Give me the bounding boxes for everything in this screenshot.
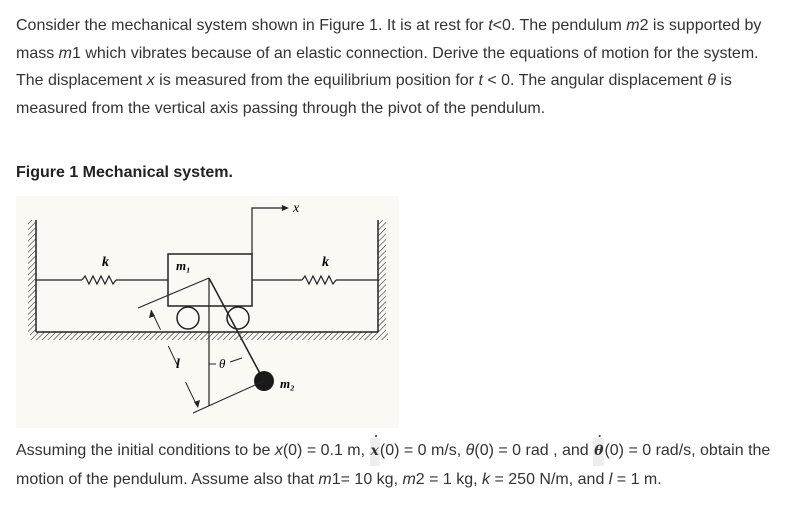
svg-text:k: k bbox=[102, 255, 109, 270]
svg-text:m₂: m₂ bbox=[280, 376, 295, 391]
left-wall-hatch bbox=[28, 220, 36, 332]
figure-caption: Figure 1 Mechanical system. bbox=[16, 164, 233, 181]
var-t: t bbox=[478, 72, 483, 89]
var-x: x bbox=[274, 442, 283, 459]
text: Consider the mechanical system shown in Figure 1. It is at rest for bbox=[16, 17, 489, 34]
var-theta: θ bbox=[465, 442, 475, 459]
text: 1 which vibrates because of an elastic connection. Derive the equations of motion for the system. The displacement bbox=[16, 44, 759, 89]
text: (0) = 0 m/s, bbox=[379, 442, 466, 459]
text: = 1 m. bbox=[612, 470, 662, 488]
var-l: l bbox=[608, 470, 613, 488]
x-dot-symbol: ˙ x bbox=[370, 438, 380, 466]
text: is measured from the vertical axis passing through the pivot of the pendulum. bbox=[16, 72, 732, 117]
text: 2 is supported by mass bbox=[16, 17, 762, 62]
text: is measured from the equilibrium position for bbox=[154, 72, 479, 89]
var-x: x bbox=[146, 72, 155, 89]
text: (0) = 0 rad , and bbox=[474, 442, 594, 459]
text: (0) = 0.1 m, bbox=[282, 442, 370, 459]
theta-dot-symbol: ˙ θ bbox=[593, 438, 604, 466]
var-t: t bbox=[488, 17, 493, 34]
text: 2 = 1 kg, bbox=[415, 470, 483, 488]
problem-intro bbox=[16, 12, 776, 122]
svg-text:θ: θ bbox=[219, 356, 226, 371]
text: < 0. The angular displacement bbox=[482, 72, 708, 89]
svg-text:m₁: m₁ bbox=[176, 258, 191, 273]
svg-text:k: k bbox=[322, 255, 329, 270]
text: Assuming the initial conditions to be bbox=[16, 442, 275, 459]
var-m: m bbox=[626, 17, 640, 34]
problem-conditions bbox=[16, 437, 776, 493]
svg-text:x: x bbox=[293, 201, 300, 216]
right-wall-hatch bbox=[378, 220, 386, 332]
mechanical-system-figure bbox=[16, 196, 399, 428]
text: <0. The pendulum bbox=[492, 17, 627, 34]
var-theta: θ bbox=[707, 72, 716, 89]
var-m: m bbox=[402, 470, 416, 488]
text: = 250 N/m, and bbox=[490, 470, 609, 488]
text: 1= 10 kg, bbox=[331, 470, 403, 488]
var-m: m bbox=[58, 44, 72, 62]
svg-text:l: l bbox=[176, 357, 180, 372]
var-k: k bbox=[482, 470, 491, 488]
var-m: m bbox=[318, 470, 332, 488]
text: (0) = 0 rad/s, obtain the motion of the pendulum. Assume also that bbox=[16, 442, 771, 488]
